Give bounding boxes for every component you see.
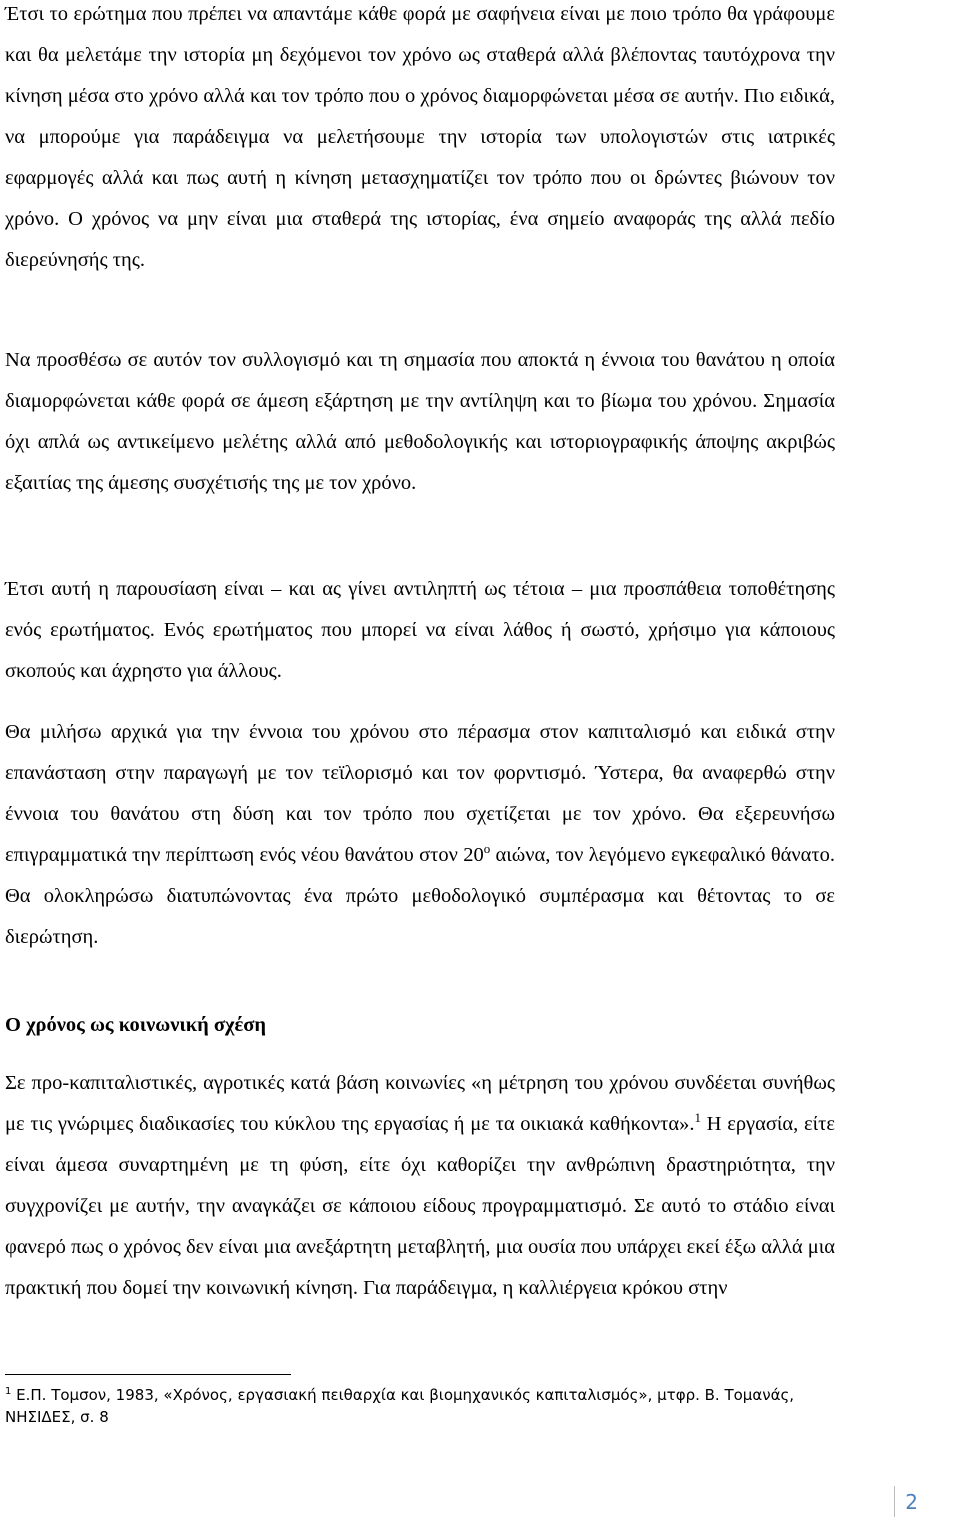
paragraph-3 (5, 569, 835, 692)
ordinal-superscript: ο (483, 841, 491, 857)
paragraph-4-text-start: Θα μιλήσω αρχικά για την έννοια του χρόνου στο πέρασμα στον καπιταλισμό και ειδικά στην επανάσταση στην παραγωγή με τον τεϊλορισμό και τον φορντισμό. Ύστερα, θα αναφερθώ στην έννοια του θανάτου στη δύση και τον τρόπο που σχετίζεται με τον χρόνο. Θα εξερευνήσω επιγραμματικά την περίπτωση ενός νέου θανάτου στον 20 (5, 721, 835, 866)
paragraph-1 (5, 0, 835, 281)
footnote-separator (5, 1374, 291, 1375)
footnote (5, 1384, 835, 1428)
paragraph-4-text-end: αιώνα, τον λεγόμενο εγκεφαλικό θάνατο. Θα ολοκληρώσω διατυπώνοντας ένα πρώτο μεθοδολογικό συμπέρασμα και θέτοντας το σε διερώτηση. (5, 844, 835, 948)
section-heading: Ο χρόνος ως κοινωνική σχέση (5, 1014, 267, 1036)
footnote-text: Ε.Π. Τομσον, 1983, «Χρόνος, εργασιακή πειθαρχία και βιομηχανικός καπιταλισμός», μτφρ. Β. Τομανάς, ΝΗΣΙΔΕΣ, σ. 8 (5, 1386, 795, 1426)
paragraph-5 (5, 1063, 835, 1309)
paragraph-2 (5, 340, 835, 504)
paragraph-3-text: Έτσι αυτή η παρουσίαση είναι – και ας γίνει αντιληπτή ως τέτοια – μια προσπάθεια τοποθέτησης ενός ερωτήματος. Ενός ερωτήματος που μπορεί να είναι λάθος ή σωστό, χρήσιμο για κάποιους σκοπούς και άχρηστο για άλλους. (5, 578, 835, 682)
footnote-reference[interactable]: 1 (694, 1110, 701, 1126)
paragraph-1-text: Έτσι το ερώτημα που πρέπει να απαντάμε κάθε φορά με σαφήνεια είναι με ποιο τρόπο θα γράφουμε και θα μελετάμε την ιστορία μη δεχόμενοι τον χρόνο ως σταθερά αλλά βλέποντας ταυτόχρονα την κίνηση μέσα στο χρόνο αλλά και τον τρόπο που ο χρόνος διαμορφώνεται μέσα σε αυτήν. Πιο ειδικά, να μπορούμε για παράδειγμα να μελετήσουμε την ιστορία των υπολογιστών στις ιατρικές εφαρμογές αλλά και πως αυτή η κίνηση μετασχηματίζει τον τρόπο που οι δρώντες βιώνουν τον χρόνο. Ο χρόνος να μην είναι μια σταθερά της ιστορίας, ένα σημείο αναφοράς της αλλά πεδίο διερεύνησής της. (5, 3, 835, 271)
paragraph-5-text-end: Η εργασία, είτε είναι άμεσα συναρτημένη με τη φύση, είτε όχι καθορίζει την ανθρώπινη δραστηριότητα, την συγχρονίζει με αυτήν, την αναγκάζει σε κάποιου είδους προγραμματισμό. Σε αυτό το στάδιο είναι φανερό πως ο χρόνος δεν είναι μια ανεξάρτητη μεταβλητή, μια ουσία που υπάρχει εκεί έξω αλλά μια πρακτική που δομεί την κοινωνική κίνηση. Για παράδειγμα, η καλλιέργεια κρόκου στην (5, 1113, 835, 1299)
paragraph-5-text-start: Σε προ-καπιταλιστικές, αγροτικές κατά βάση κοινωνίες «η μέτρηση του χρόνου συνδέεται συνήθως με τις γνώριμες διαδικασίες του κύκλου της εργασίας ή με τα οικιακά καθήκοντα». (5, 1072, 835, 1135)
paragraph-2-text: Να προσθέσω σε αυτόν τον συλλογισμό και τη σημασία που αποκτά η έννοια του θανάτου η οποία διαμορφώνεται κάθε φορά σε άμεση εξάρτηση με την αντίληψη και το βίωμα του χρόνου. Σημασία όχι απλά ως αντικείμενο μελέτης αλλά από μεθοδολογικής και ιστοριογραφικής άποψης ακριβώς εξαιτίας της άμεσης συσχέτισής της με τον χρόνο. (5, 349, 835, 494)
footnote-marker: 1 (5, 1386, 12, 1397)
page-number: 2 (905, 1490, 918, 1514)
paragraph-4 (5, 712, 835, 958)
